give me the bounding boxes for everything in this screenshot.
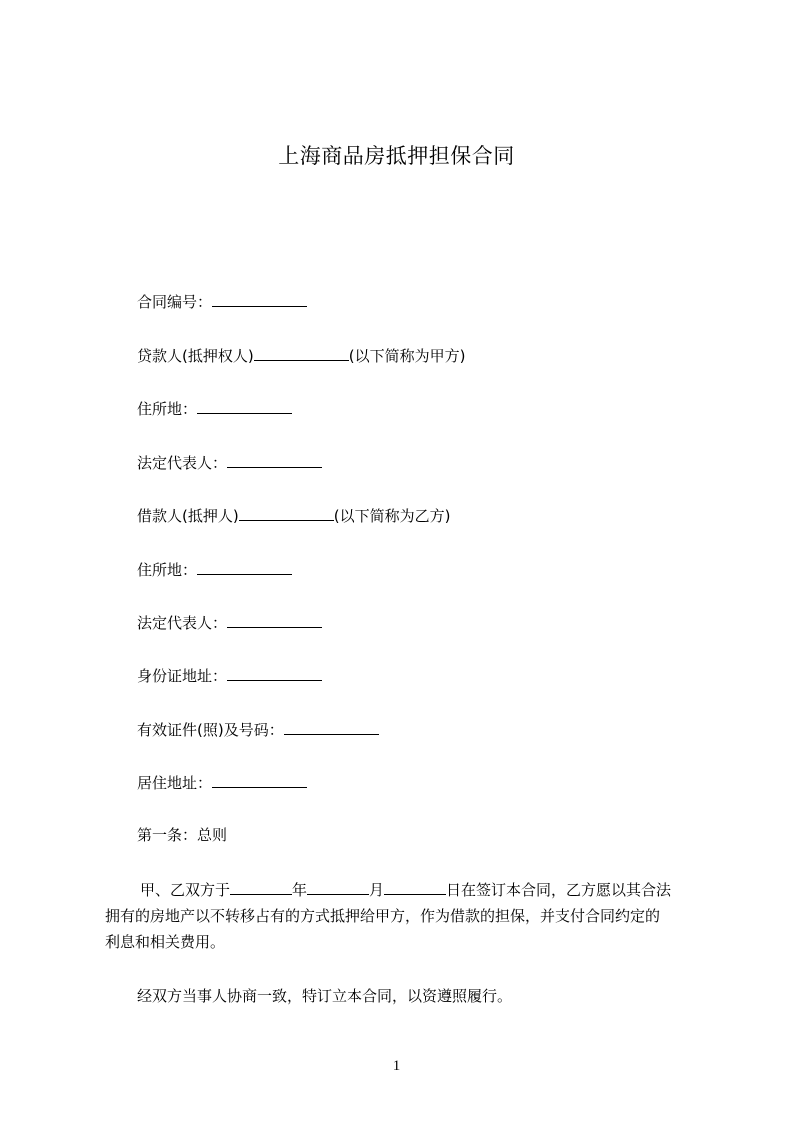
field-id-address bbox=[137, 665, 322, 686]
fill-blank bbox=[254, 345, 349, 361]
paragraph-text: 甲、乙双方于 bbox=[140, 881, 231, 899]
field-label: 法定代表人： bbox=[137, 454, 228, 472]
field-label: 合同编号： bbox=[137, 293, 213, 311]
field-label: 身份证地址： bbox=[137, 667, 228, 685]
fill-blank-date bbox=[230, 879, 292, 895]
fill-blank bbox=[197, 559, 292, 575]
field-borrower-representative bbox=[137, 612, 322, 633]
paragraph-text: 日在签订本合同，乙方愿以其合法 bbox=[446, 881, 672, 899]
field-label: 居住地址： bbox=[137, 774, 213, 792]
field-suffix: (以下简称为甲方) bbox=[348, 347, 466, 365]
field-lender bbox=[137, 345, 465, 366]
field-contract-number bbox=[137, 291, 307, 312]
field-suffix: (以下简称为乙方) bbox=[333, 507, 451, 525]
field-lender-representative bbox=[137, 452, 322, 473]
document-title: 上海商品房抵押担保合同 bbox=[278, 144, 515, 168]
paragraph-text: 月 bbox=[369, 881, 385, 899]
fill-blank bbox=[227, 665, 322, 681]
fill-blank bbox=[212, 772, 307, 788]
field-label: 借款人(抵押人) bbox=[137, 507, 239, 525]
fill-blank bbox=[197, 398, 292, 414]
paragraph-line-2: 拥有的房地产以不转移占有的方式抵押给甲方，作为借款的担保，并支付合同约定的 bbox=[105, 907, 661, 925]
field-label: 有效证件(照)及号码： bbox=[137, 721, 284, 739]
fill-blank bbox=[239, 505, 334, 521]
field-borrower-address bbox=[137, 559, 292, 580]
field-id-number bbox=[137, 719, 379, 740]
fill-blank-date bbox=[384, 879, 446, 895]
field-lender-address bbox=[137, 398, 292, 419]
page-number: 1 bbox=[392, 1058, 401, 1074]
paragraph-line-3: 利息和相关费用。 bbox=[105, 933, 226, 951]
paragraph-text: 年 bbox=[292, 881, 308, 899]
field-borrower bbox=[137, 505, 450, 526]
fill-blank bbox=[212, 291, 307, 307]
fill-blank-date bbox=[307, 879, 369, 895]
field-residence-address bbox=[137, 772, 307, 793]
field-label: 住所地： bbox=[137, 561, 198, 579]
paragraph-closing: 经双方当事人协商一致，特订立本合同，以资遵照履行。 bbox=[137, 987, 513, 1005]
paragraph-line-1 bbox=[140, 879, 671, 900]
fill-blank bbox=[284, 719, 379, 735]
fill-blank bbox=[227, 452, 322, 468]
field-label: 住所地： bbox=[137, 400, 198, 418]
fill-blank bbox=[227, 612, 322, 628]
field-label: 贷款人(抵押权人) bbox=[137, 347, 254, 365]
article-heading: 第一条：总则 bbox=[137, 826, 228, 844]
field-label: 法定代表人： bbox=[137, 614, 228, 632]
